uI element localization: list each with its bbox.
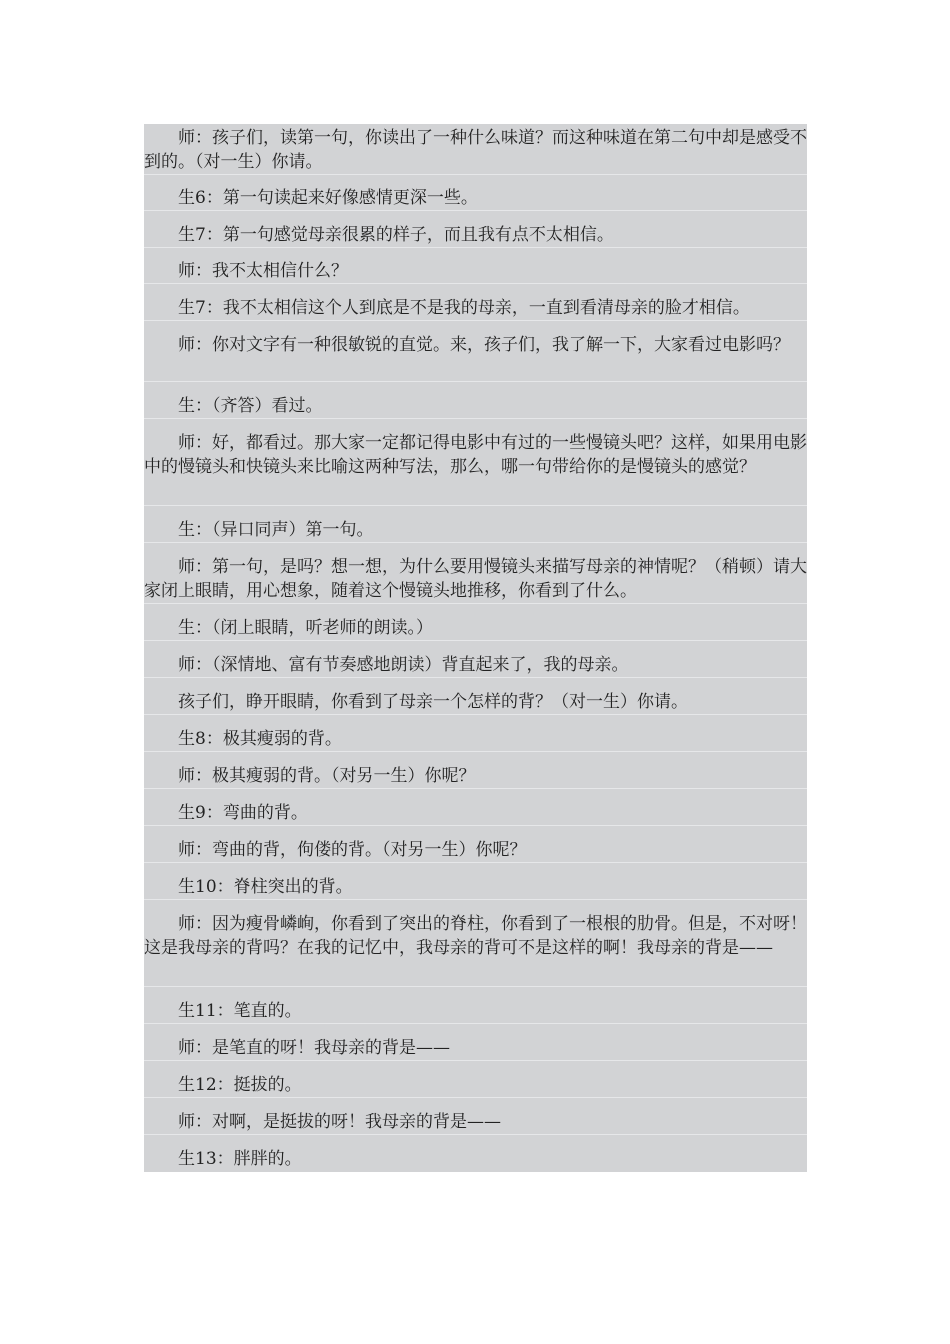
divider [144,677,807,678]
paragraph: 师：你对文字有一种很敏锐的直觉。来，孩子们，我了解一下，大家看过电影吗？ [144,335,790,355]
divider [144,899,807,900]
paragraph: 师：因为瘦骨嶙峋，你看到了突出的脊柱，你看到了一根根的肋骨。但是，不对呀！这是我母亲的背吗？在我的记忆中，我母亲的背可不是这样的啊！我母亲的背是—— [144,914,807,958]
paragraph: 生6：第一句读起来好像感情更深一些。 [144,188,478,208]
divider [144,1060,807,1061]
paragraph: 生9：弯曲的背。 [144,803,308,823]
divider [144,986,807,987]
paragraph: 生7：第一句感觉母亲很累的样子，而且我有点不太相信。 [144,225,614,245]
divider [144,320,807,321]
divider [144,381,807,382]
divider [144,751,807,752]
paragraph: 师：（深情地、富有节奏感地朗读）背直起来了，我的母亲。 [144,655,629,675]
paragraph: 生12：挺拔的。 [144,1075,302,1095]
divider [144,210,807,211]
divider [144,825,807,826]
paragraph: 师：好，都看过。那大家一定都记得电影中有过的一些慢镜头吧？这样，如果用电影中的慢镜头和快镜头来比喻这两种写法，那么，哪一句带给你的是慢镜头的感觉？ [144,433,807,477]
divider [144,542,807,543]
paragraph: 生10：脊柱突出的背。 [144,877,353,897]
paragraph: 生：（齐答）看过。 [144,396,323,416]
divider [144,1023,807,1024]
paragraph: 师：第一句，是吗？想一想，为什么要用慢镜头来描写母亲的神情呢？（稍顿）请大家闭上眼睛，用心想象，随着这个慢镜头地推移，你看到了什么。 [144,557,807,601]
divider [144,603,807,604]
divider [144,714,807,715]
paragraph: 生：（异口同声）第一句。 [144,520,374,540]
paragraph: 生8：极其瘦弱的背。 [144,729,342,749]
paragraph: 生7：我不太相信这个人到底是不是我的母亲，一直到看清母亲的脸才相信。 [144,298,750,318]
divider [144,418,807,419]
paragraph: 师：弯曲的背，佝偻的背。（对另一生）你呢？ [144,840,527,860]
divider [144,862,807,863]
paragraph: 生：（闭上眼睛，听老师的朗读。） [144,618,433,638]
divider [144,1134,807,1135]
dialogue-block [144,124,807,1172]
paragraph: 师：是笔直的呀！我母亲的背是—— [144,1038,450,1058]
divider [144,505,807,506]
paragraph: 师：对啊，是挺拔的呀！我母亲的背是—— [144,1112,501,1132]
divider [144,788,807,789]
divider [144,283,807,284]
divider [144,1097,807,1098]
paragraph: 师：我不太相信什么？ [144,261,348,281]
divider [144,174,807,175]
paragraph: 师：极其瘦弱的背。（对另一生）你呢？ [144,766,476,786]
paragraph: 师：孩子们，读第一句，你读出了一种什么味道？而这种味道在第二句中却是感受不到的。（对一生）你请。 [144,128,807,172]
paragraph: 生11：笔直的。 [144,1001,302,1021]
divider [144,640,807,641]
divider [144,247,807,248]
paragraph: 孩子们，睁开眼睛，你看到了母亲一个怎样的背？（对一生）你请。 [144,692,688,712]
paragraph: 生13：胖胖的。 [144,1149,302,1169]
